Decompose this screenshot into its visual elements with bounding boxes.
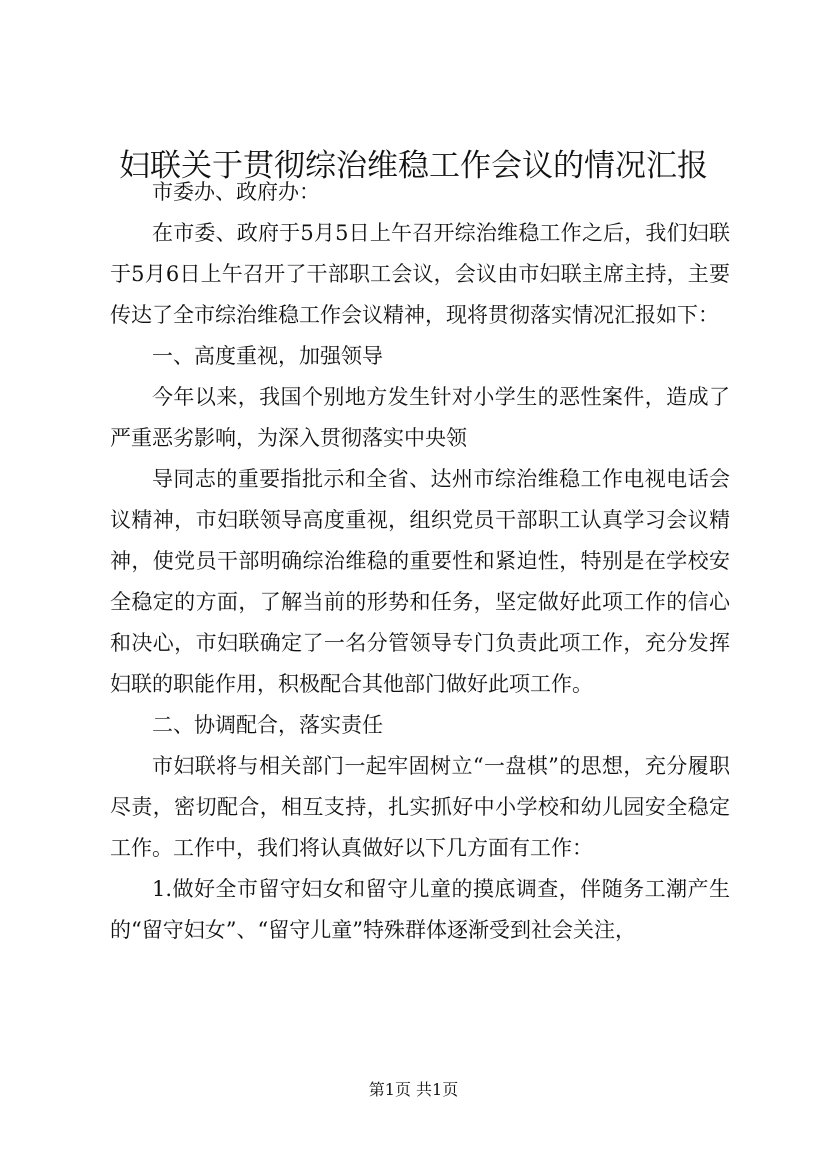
body-paragraph: 市妇联将与相关部门一起牢固树立“一盘棋”的思想，充分履职尽责，密切配合，相互支持，扎实抓好中小学校和幼儿园安全稳定工作。工作中，我们将认真做好以下几方面有工作： [110,754,730,860]
document-title: 妇联关于贯彻综治维稳工作会议的情况汇报 [119,148,708,184]
body-paragraph: 在市委、政府于5月5日上午召开综治维稳工作之后，我们妇联于5月6日上午召开了干部职工会议，会议由市妇联主席主持，主要传达了全市综治维稳工作会议精神，现将贯彻落实情况汇报如下： [110,221,730,327]
body-paragraph: 导同志的重要指批示和全省、达州市综治维稳工作电视电话会议精神，市妇联领导高度重视，组织党员干部职工认真学习会议精神，使党员干部明确综治维稳的重要性和紧迫性，特别是在学校安全稳定的方面，了解当前的形势和任务，坚定做好此项工作的信心和决心，市妇联确定了一名分管领导专门负责此项工作，充分发挥妇联的职能作用，积极配合其他部门做好此项工作。 [110,467,730,696]
section-heading: 一、高度重视，加强领导 [152,344,383,368]
salutation: 市委办、政府办： [152,180,320,204]
body-paragraph: 今年以来，我国个别地方发生针对小学生的恶性案件，造成了严重恶劣影响，为深入贯彻落实中央领 [110,385,730,450]
body-paragraph: 1.做好全市留守妇女和留守儿童的摸底调查，伴随务工潮产生的“留守妇女”、“留守儿童”特殊群体逐渐受到社会关注， [110,877,730,942]
page-footer: 第1页 共1页 [368,1080,459,1099]
document-body [110,172,730,951]
section-heading: 二、协调配合，落实责任 [152,713,383,737]
